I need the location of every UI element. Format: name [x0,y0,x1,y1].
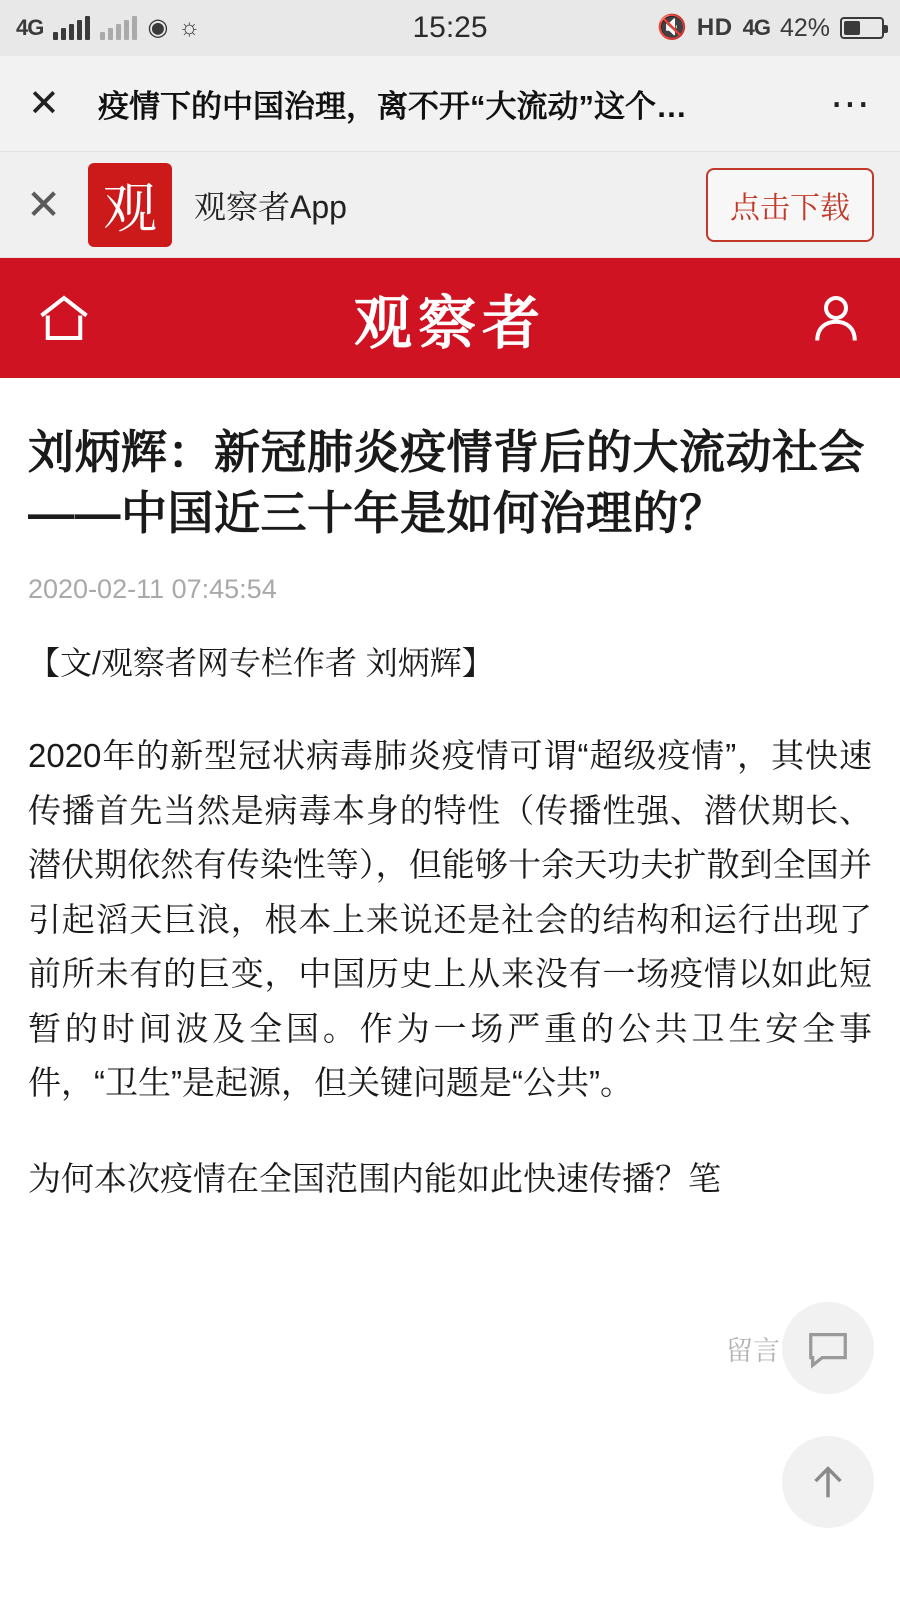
close-icon[interactable]: ✕ [28,82,60,125]
close-icon[interactable]: ✕ [26,180,62,228]
app-logo: 观 [88,163,172,247]
signal-bars-icon [53,16,90,40]
vibrate-icon: ☼ [178,14,201,41]
status-bar-left [16,15,200,41]
comment-icon [805,1325,851,1371]
status-bar-right [657,14,884,43]
signal-bars-dim-icon [100,16,137,40]
comment-button[interactable] [782,1302,874,1394]
download-button[interactable]: 点击下载 [706,168,874,242]
home-icon[interactable] [34,288,94,348]
comment-badge-label: 留言 [726,1336,780,1366]
status-bar-clock: 15:25 [412,11,488,44]
hd-label: HD [696,14,733,41]
app-name-label: 观察者App [194,188,347,225]
arrow-up-icon [805,1459,851,1505]
more-options-icon[interactable]: ⋯ [830,81,872,126]
app-download-banner [0,152,900,258]
article-body [0,378,900,1600]
user-account-icon[interactable] [806,288,866,348]
back-to-top-button[interactable] [782,1436,874,1528]
battery-icon [840,17,884,39]
mute-icon: 🔇 [657,14,687,41]
article-paragraph: 为何本次疫情在全国范围内能如此快速传播？笔 [28,1160,721,1198]
browser-title-bar [0,56,900,152]
battery-percent-label: 42% [779,13,830,42]
status-bar [0,0,900,56]
site-header [0,258,900,378]
article-paragraph: 2020年的新型冠状病毒肺炎疫情可谓“超级疫情”，其快速传播首先当然是病毒本身的特性（传播性强、潜伏期长、潜伏期依然有传染性等），但能够十余天功夫扩散到全国并引起滔天巨浪，根本上来说还是社会的结构和运行出现了前所未有的巨变，中国历史上从来没有一场疫情以如此短暂的时间波及全国。作为一场严重的公共卫生安全事件，“卫生”是起源，但关键问题是“公共”。 [28,737,872,1101]
site-logo: 观察者 [353,289,546,357]
article-title: 刘炳辉：新冠肺炎疫情背后的大流动社会——中国近三十年是如何治理的？ [28,426,865,540]
hd-network-label: 4G [742,15,770,40]
article-byline: 【文/观察者网专栏作者 刘炳辉】 [28,645,494,682]
page-title: 疫情下的中国治理，离不开“大流动”这个… [98,89,687,124]
weibo-icon: ◉ [147,14,169,41]
network-type-label: 4G [16,15,44,40]
article-timestamp: 2020-02-11 07:45:54 [28,574,277,605]
